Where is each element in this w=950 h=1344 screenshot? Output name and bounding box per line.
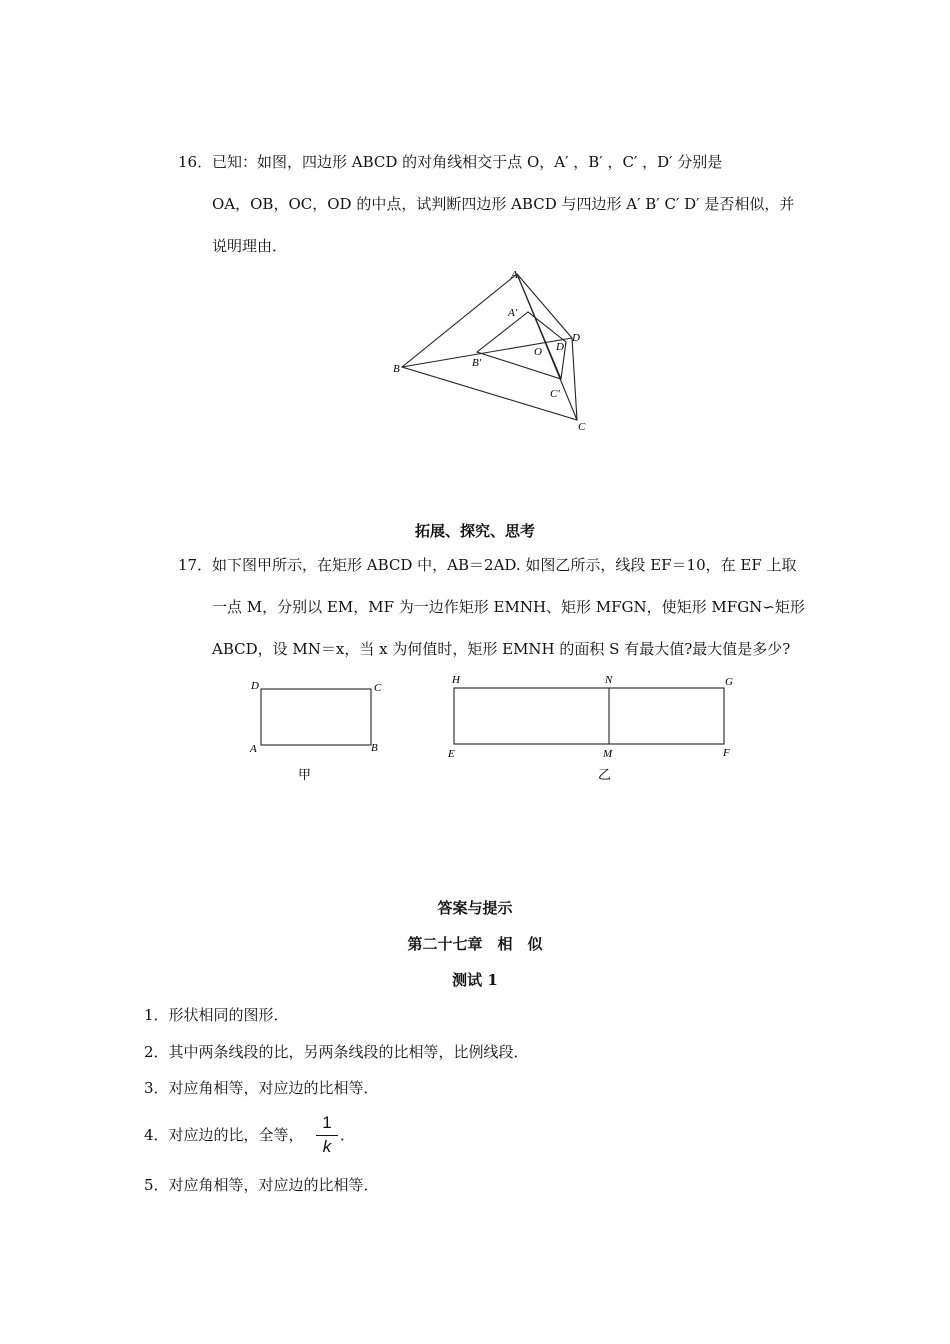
label-o: O	[534, 346, 542, 358]
section-heading: 拓展、探究、思考	[414, 522, 535, 540]
q17-line2: 一点 M，分别以 EM，MF 为一边作矩形 EMNH、矩形 MFGN，使矩形 MFGN∽矩形	[212, 598, 805, 616]
fraction-trailing-dot: ．	[340, 1126, 356, 1144]
answer-5: 5．对应角相等，对应边的比相等．	[144, 1176, 379, 1194]
q16-line1: 已知：如图，四边形 ABCD 的对角线相交于点 O，A′ ，B′ ，C′ ，D′ 分别是	[212, 153, 723, 171]
q17-number: 17．	[178, 556, 213, 574]
q16-quadrilateral-figure	[380, 262, 600, 442]
label-a1: A′	[508, 307, 518, 319]
label-m: M	[603, 748, 613, 760]
rect-abcd	[261, 689, 371, 745]
label-a: A	[250, 743, 257, 755]
fraction-denominator: k	[322, 1137, 332, 1156]
label-d1: D′	[556, 341, 567, 353]
chapter-title: 第二十七章 相 似	[407, 935, 543, 953]
fraction-numerator: 1	[322, 1113, 332, 1132]
answer-2: 2．其中两条线段的比，另两条线段的比相等，比例线段．	[144, 1043, 529, 1061]
label-b: B	[371, 742, 378, 754]
quad-a1b1c1d1	[477, 312, 566, 379]
label-d: D	[251, 680, 259, 692]
fraction-bar	[316, 1135, 338, 1136]
label-a: A	[511, 269, 518, 281]
test-title: 测试 1	[452, 971, 498, 989]
label-b: B	[393, 363, 400, 375]
caption-jia: 甲	[298, 768, 312, 783]
label-d: D	[572, 332, 580, 344]
label-h: H	[452, 674, 460, 686]
q16-number: 16．	[178, 153, 213, 171]
caption-yi: 乙	[598, 768, 612, 783]
figure-jia-rectangle	[245, 674, 395, 784]
label-c: C	[578, 421, 586, 433]
label-f: F	[723, 747, 730, 759]
q17-line1: 如下图甲所示，在矩形 ABCD 中，AB＝2AD. 如图乙所示，线段 EF＝10，在 EF 上取	[212, 556, 797, 574]
answers-title: 答案与提示	[437, 899, 513, 917]
label-c1: C′	[550, 388, 560, 400]
answer-4: 4．对应边的比，全等，	[144, 1126, 304, 1144]
label-b1: B′	[472, 357, 482, 369]
q16-line3: 说明理由．	[212, 237, 288, 255]
label-g: G	[725, 676, 733, 688]
rect-efgh	[454, 688, 724, 744]
label-n: N	[605, 674, 613, 686]
label-e: E	[448, 748, 455, 760]
diagonal-bd	[402, 338, 572, 367]
q17-line3: ABCD，设 MN＝x，当 x 为何值时，矩形 EMNH 的面积 S 有最大值?最大值是多少?	[212, 640, 791, 658]
answer-3: 3．对应角相等，对应边的比相等．	[144, 1079, 379, 1097]
label-c: C	[374, 682, 382, 694]
figure-yi-rectangles	[440, 670, 740, 785]
q16-line2: OA，OB，OC，OD 的中点，试判断四边形 ABCD 与四边形 A′ B′ C′ D′ 是否相似，并	[212, 195, 795, 213]
answer-1: 1．形状相同的图形．	[144, 1006, 289, 1024]
